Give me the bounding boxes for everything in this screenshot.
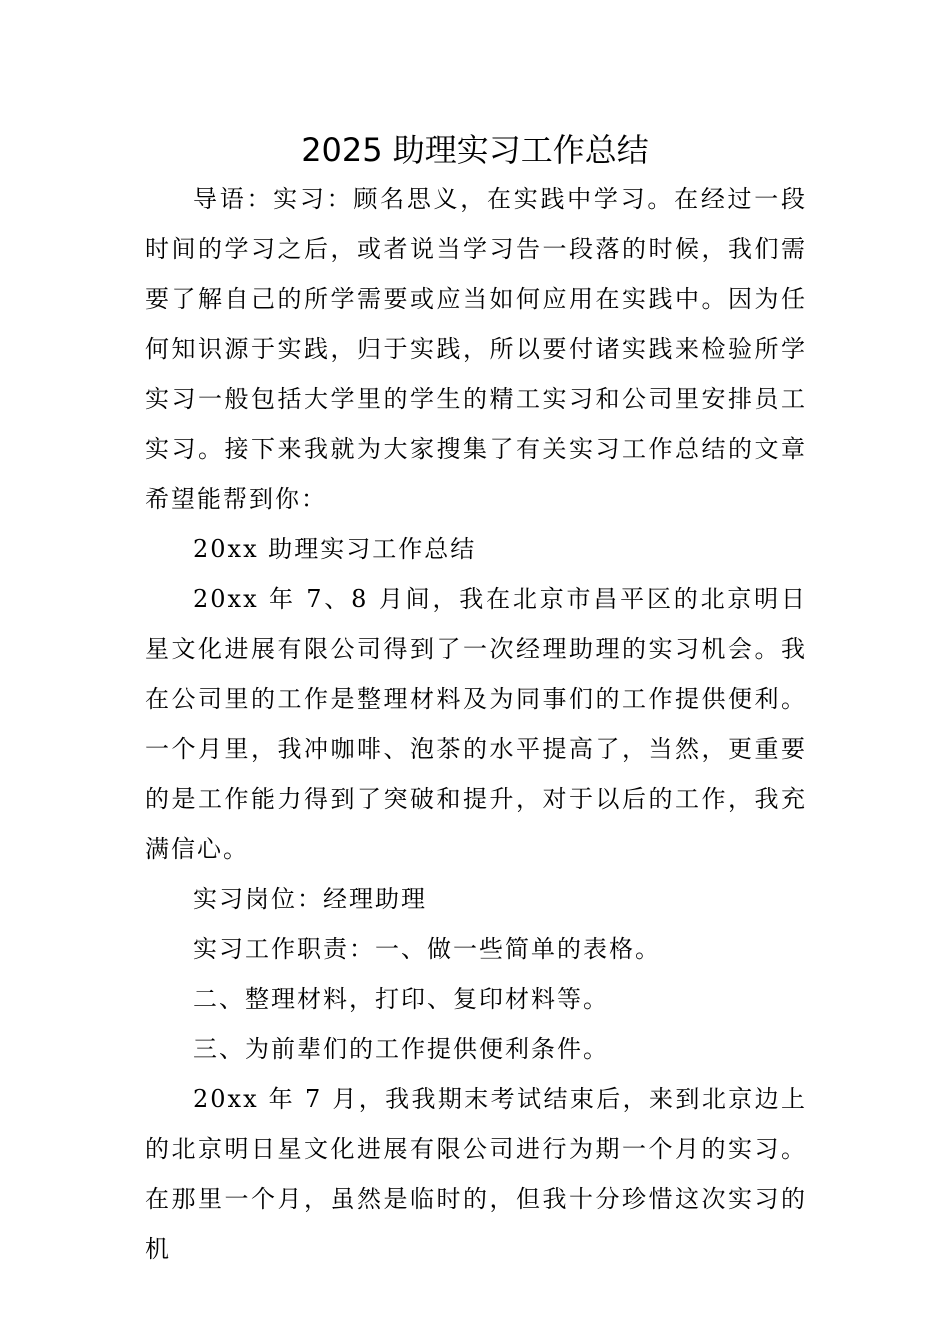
paragraph-subtitle: 20xx 助理实习工作总结 bbox=[193, 535, 477, 563]
paragraph-duty-2: 二、整理材料，打印、复印材料等。 bbox=[193, 985, 609, 1013]
paragraph-duty-1: 实习工作职责：一、做一些简单的表格。 bbox=[193, 935, 661, 963]
document-body bbox=[145, 174, 807, 1274]
paragraph-duty-3: 三、为前辈们的工作提供便利条件。 bbox=[193, 1035, 609, 1063]
document-title: 2025 助理实习工作总结 bbox=[301, 131, 649, 169]
paragraph-experience: 20xx 年 7 月，我我期末考试结束后，来到北京边上的北京明日星文化进展有限公司进行为期一个月的实习。在那里一个月，虽然是临时的，但我十分珍惜这次实习的机 bbox=[145, 1085, 807, 1263]
paragraph-overview: 20xx 年 7、8 月间，我在北京市昌平区的北京明日星文化进展有限公司得到了一次经理助理的实习机会。我在公司里的工作是整理材料及为同事们的工作提供便利。一个月里，我冲咖啡、泡茶的水平提高了，当然，更重要的是工作能力得到了突破和提升，对于以后的工作，我充满信心。 bbox=[145, 585, 807, 863]
paragraph-position: 实习岗位：经理助理 bbox=[193, 885, 427, 913]
paragraph-intro: 导语：实习：顾名思义，在实践中学习。在经过一段时间的学习之后，或者说当学习告一段落的时候，我们需要了解自己的所学需要或应当如何应用在实践中。因为任何知识源于实践，归于实践，所以要付诸实践来检验所学实习一般包括大学里的学生的精工实习和公司里安排员工实习。接下来我就为大家搜集了有关实习工作总结的文章希望能帮到你： bbox=[145, 185, 807, 513]
